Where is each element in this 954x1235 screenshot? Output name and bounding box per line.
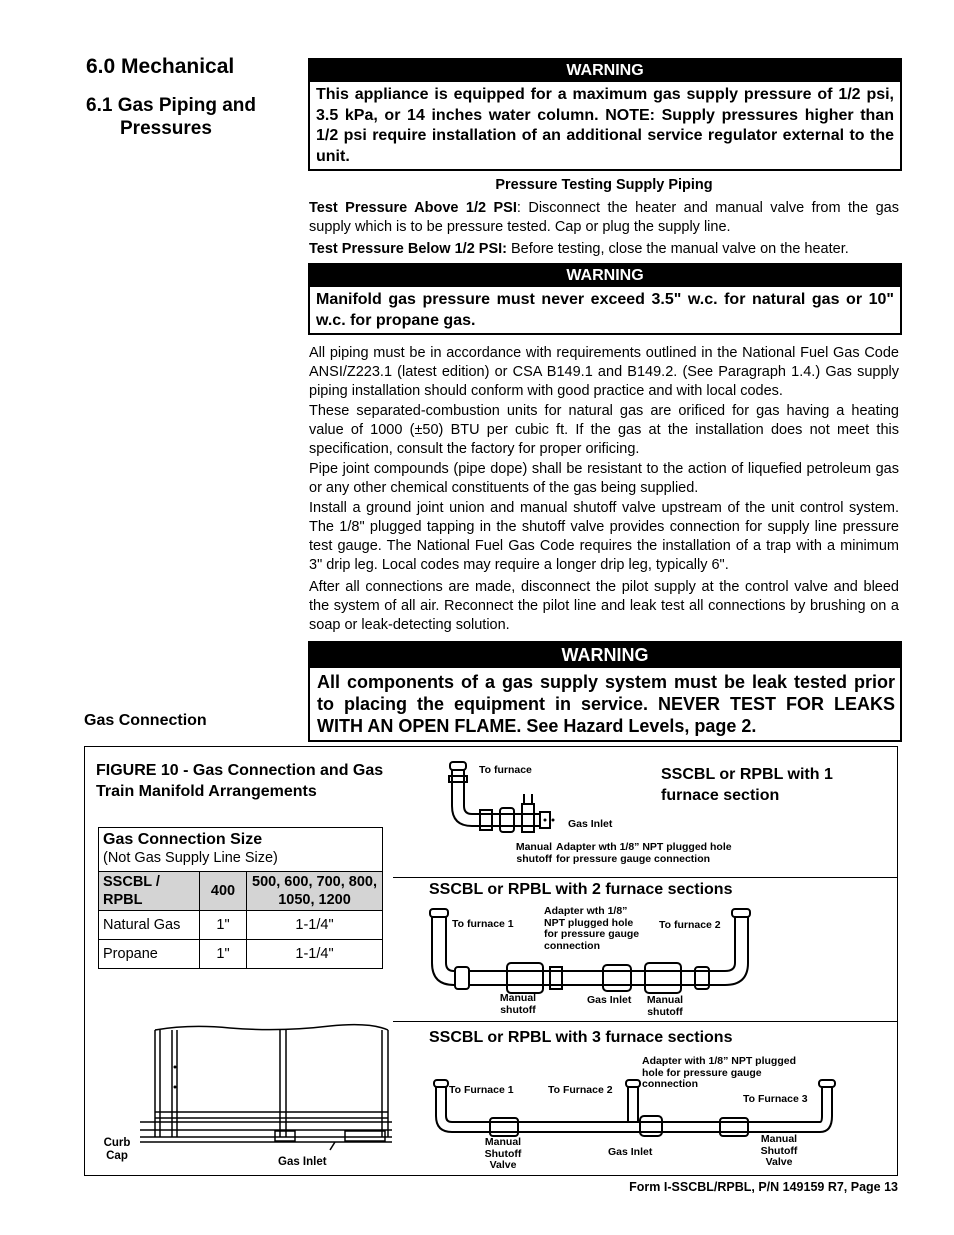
divider [393, 1021, 898, 1022]
table-header: SSCBL / RPBL [99, 872, 200, 911]
diagram-3-title: SSCBL or RPBL with 3 furnace sections [429, 1029, 733, 1046]
cabinet-curb-cap-drawing [130, 1022, 400, 1172]
table-row [99, 911, 383, 940]
d2-to-furnace-1-label: To furnace 1 [452, 918, 514, 930]
gas-connection-heading: Gas Connection [84, 712, 207, 729]
figure-title: FIGURE 10 - Gas Connection and Gas Train Manifold Arrangements [96, 762, 384, 800]
warning-header: WARNING [310, 60, 900, 82]
test-pressure-below-label: Test Pressure Below 1/2 PSI: [309, 241, 507, 257]
warning-box-manifold-pressure [308, 263, 902, 335]
curb-cap-label: Curb Cap [103, 1137, 131, 1162]
cabinet-gas-inlet-label: Gas Inlet [278, 1156, 327, 1168]
d2-manual-shutoff-right-label: Manual shutoff [646, 994, 684, 1018]
d3-to-furnace-2-label: To Furnace 2 [548, 1084, 613, 1096]
d2-gas-inlet-label: Gas Inlet [587, 994, 632, 1006]
subsection-title-line1: 6.1 Gas Piping and [86, 95, 256, 116]
paragraph-orificing: These separated-combustion units for natural gas are orificed for gas having a heating value of 1000 (±50) BTU per cubic ft. If the gas at the installation does not meet this specification, consult the factory for proper orificing. [309, 403, 899, 457]
pressure-testing-heading: Pressure Testing Supply Piping [495, 177, 713, 193]
page-footer: Form I-SSCBL/RPBL, P/N 149159 R7, Page 13 [629, 1180, 898, 1194]
d1-manual-shutoff-label: Manual shutoff [515, 841, 552, 865]
warning-body: This appliance is equipped for a maximum gas supply pressure of 1/2 psi, 3.5 kPa, or 14 inches water column. NOTE: Supply pressures higher than 1/2 psi require installation of an additional service regulator external to the unit. [316, 86, 894, 165]
d1-gas-inlet-label: Gas Inlet [568, 818, 613, 830]
test-pressure-below-text: Before testing, close the manual valve on the heater. [506, 241, 849, 257]
table-row [99, 940, 383, 969]
paragraph-pipe-dope: Pipe joint compounds (pipe dope) shall be resistant to the action of liquefied petroleum gas or any other chemical constituents of the gas being supplied. [309, 461, 899, 496]
d2-manual-shutoff-left-label: Manual shutoff [499, 992, 537, 1016]
paragraph-piping-code: All piping must be in accordance with requirements outlined in the National Fuel Gas Code ANSI/Z223.1 (latest edition) or CSA B149.1 and B149.2. (See Paragraph 1.4.) Gas supply piping installation should conform with good practice and with local codes. [309, 345, 899, 399]
table-cell: 1" [200, 911, 247, 940]
warning-box-leak-test [308, 641, 902, 742]
diagram-2-title: SSCBL or RPBL with 2 furnace sections [429, 881, 733, 898]
d3-adapter-label: Adapter with 1/8” NPT plugged hole for pressure gauge connection [642, 1055, 797, 1090]
d1-to-furnace-label: To furnace [479, 764, 532, 776]
d3-to-furnace-1-label: To Furnace 1 [449, 1084, 514, 1096]
test-pressure-below-paragraph [309, 240, 899, 259]
test-pressure-above-label: Test Pressure Above 1/2 PSI [309, 200, 517, 216]
warning-body: Manifold gas pressure must never exceed 3.5" w.c. for natural gas or 10" w.c. for propane gas. [316, 291, 894, 329]
warning-header: WARNING [310, 265, 900, 287]
d3-to-furnace-3-label: To Furnace 3 [743, 1093, 808, 1105]
d1-adapter-label: Adapter wth 1/8” NPT plugged hole for pressure gauge connection [556, 841, 732, 865]
subsection-title [86, 94, 256, 140]
subsection-title-line2: Pressures [120, 118, 212, 139]
table-subtitle: (Not Gas Supply Line Size) [103, 850, 278, 866]
paragraph-ground-joint: Install a ground joint union and manual shutoff valve upstream of the unit control system. The 1/8" plugged tapping in the shutoff valve provides connection for supply line pressure test gauge. The National Fuel Gas Code requires the installation of a trap with a minimum 3" drip leg. Local codes may require a longer drip leg, typically 6". [309, 500, 899, 573]
table-header: 400 [200, 872, 247, 911]
d3-gas-inlet-label: Gas Inlet [608, 1146, 653, 1158]
table-title: Gas Connection Size [103, 831, 263, 848]
paragraph-leak-test: After all connections are made, disconnect the pilot supply at the control valve and bleed the system of all air. Reconnect the pilot line and leak test all connections by brushing on a soap or leak-detecting solution. [309, 579, 899, 633]
divider [393, 877, 898, 878]
section-title: 6.0 Mechanical [86, 55, 235, 78]
warning-header: WARNING [310, 643, 900, 668]
warning-body: All components of a gas supply system must be leak tested prior to placing the equipment in service. NEVER TEST FOR LEAKS WITH AN OPEN FLAME. See Hazard Levels, page 2. [317, 672, 895, 736]
d3-manual-shutoff-left-label: Manual Shutoff Valve [484, 1136, 522, 1171]
table-cell: 1" [200, 940, 247, 969]
test-pressure-above-paragraph [309, 199, 899, 237]
d2-to-furnace-2-label: To furnace 2 [659, 919, 721, 931]
table-cell: Propane [99, 940, 200, 969]
table-title-cell [99, 828, 383, 872]
d2-adapter-label: Adapter wth 1/8” NPT plugged hole for pressure gauge connection [544, 905, 640, 952]
gas-connection-size-table [98, 827, 383, 969]
table-cell: Natural Gas [99, 911, 200, 940]
test-pressure-above-text: : Disconnect the heater and manual valve from the gas supply which is to be pressure tested. Cap or plug the supply line. [309, 200, 899, 235]
d3-manual-shutoff-right-label: Manual Shutoff Valve [760, 1133, 798, 1168]
table-cell: 1-1/4" [247, 911, 383, 940]
warning-box-supply-pressure [308, 58, 902, 171]
diagram-1-title: SSCBL or RPBL with 1 furnace section [661, 766, 833, 804]
table-cell: 1-1/4" [247, 940, 383, 969]
table-header: 500, 600, 700, 800, 1050, 1200 [247, 872, 383, 911]
